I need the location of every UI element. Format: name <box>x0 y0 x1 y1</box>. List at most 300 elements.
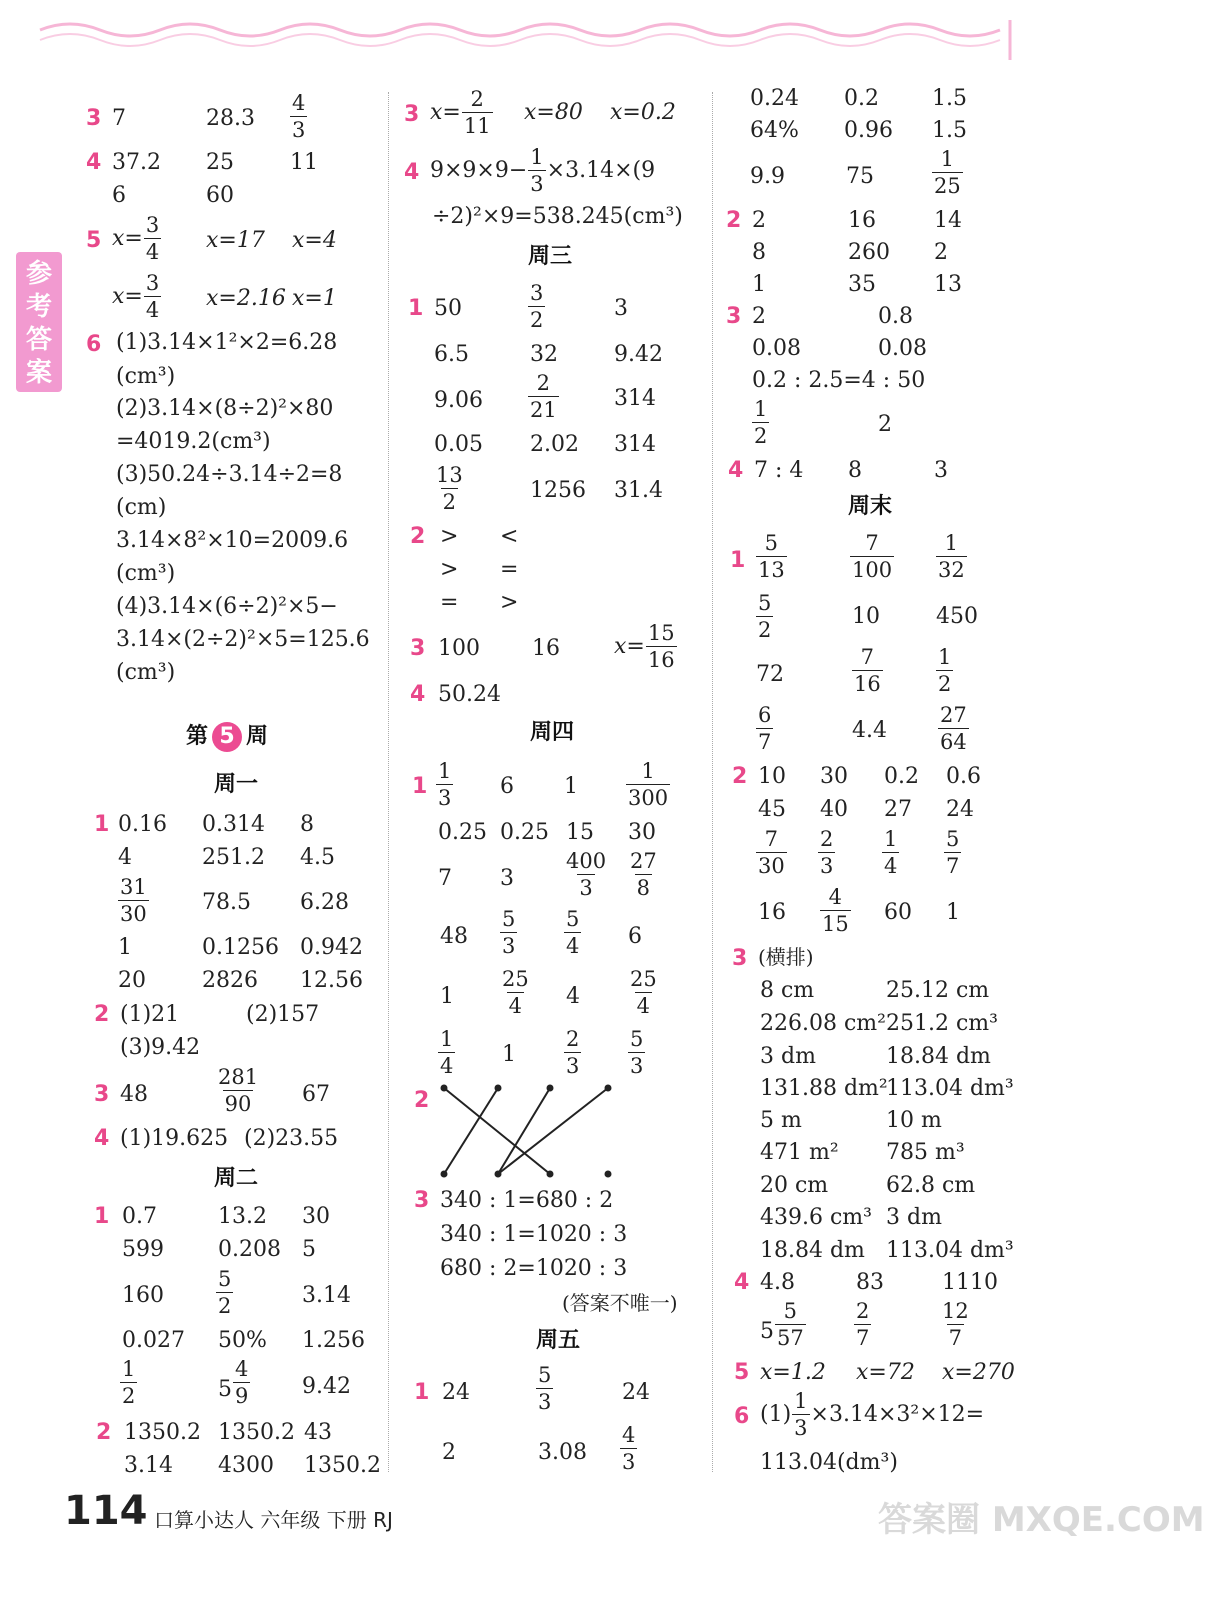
denominator: 9 <box>235 1384 249 1408</box>
answer: 27 <box>884 797 912 822</box>
fraction <box>564 848 608 901</box>
q-number: 1 <box>94 1204 110 1229</box>
fraction <box>756 590 773 643</box>
numerator: 281 <box>218 1065 259 1089</box>
answer: 7 <box>438 866 452 891</box>
q-number: 2 <box>726 208 742 233</box>
answer: (1) <box>760 1402 792 1427</box>
answer: 260 <box>848 240 890 265</box>
answer: 9×9×9− <box>430 158 528 183</box>
comparison: = <box>440 590 459 615</box>
denominator: 4 <box>636 994 651 1018</box>
answer: 113.04 dm³ <box>886 1238 1014 1263</box>
denominator: 4 <box>440 1054 454 1078</box>
fraction <box>564 1026 581 1079</box>
answer: 24 <box>946 797 974 822</box>
fraction <box>462 86 493 139</box>
mixed-number <box>218 1356 251 1409</box>
numerator: 5 <box>566 907 580 931</box>
fraction <box>854 1298 871 1351</box>
answer: 3 <box>934 458 948 483</box>
answer: 6.28 <box>300 890 349 915</box>
denominator: 4 <box>508 994 523 1018</box>
answer: 2.02 <box>530 432 579 457</box>
numerator: 1 <box>754 397 768 421</box>
comparison: > <box>440 557 459 582</box>
q-number: 3 <box>410 636 426 661</box>
fraction <box>528 370 559 423</box>
denominator: 7 <box>758 730 772 754</box>
q-number: 4 <box>734 1270 750 1295</box>
numerator: 1 <box>794 1389 808 1413</box>
week-prefix: 第 <box>186 724 209 749</box>
section-heading-weekend: 周末 <box>848 494 893 519</box>
q-number: 1 <box>730 548 746 573</box>
answer: 32 <box>530 342 558 367</box>
answer: 67 <box>302 1082 330 1107</box>
equation <box>614 620 678 673</box>
answer: 1.5 <box>932 86 967 111</box>
note: (横排) <box>758 945 814 969</box>
numerator: 7 <box>865 531 879 555</box>
answer: 0.2 <box>844 86 879 111</box>
numerator: 2 <box>536 371 551 395</box>
answer: 3.14 <box>302 1283 351 1308</box>
q-number: 2 <box>96 1420 112 1445</box>
fraction <box>216 1266 233 1319</box>
answer: 9.06 <box>434 388 483 413</box>
denominator: 3 <box>292 118 306 142</box>
fraction <box>628 1026 645 1079</box>
answer: x= <box>614 634 645 659</box>
comparison: > <box>440 524 459 549</box>
fraction <box>882 826 899 879</box>
answer: 226.08 cm² <box>760 1011 886 1036</box>
answer: 1.5 <box>932 118 967 143</box>
denominator: 4 <box>145 240 160 264</box>
denominator: 2 <box>758 618 772 642</box>
denominator: 8 <box>636 876 651 900</box>
answer: 100 <box>438 636 480 661</box>
denominator: 30 <box>120 902 147 926</box>
answer: x=4 <box>292 228 337 253</box>
answer: 30 <box>302 1204 330 1229</box>
answer: 3 <box>614 296 628 321</box>
numerator: 1 <box>884 827 898 851</box>
answer: 1.256 <box>302 1328 365 1353</box>
answer: 0.25 <box>500 820 549 845</box>
answer: 1350.2 <box>124 1420 201 1445</box>
answer: 8 <box>752 240 766 265</box>
answer: 28.3 <box>206 106 255 131</box>
answer: 4 <box>118 845 132 870</box>
denominator: 3 <box>502 934 516 958</box>
numerator: 7 <box>860 645 875 669</box>
fraction <box>820 884 851 937</box>
answer: 3 dm <box>760 1044 816 1069</box>
answer: 1110 <box>942 1270 998 1295</box>
numerator: 12 <box>942 1299 969 1323</box>
numerator: 5 <box>783 1299 798 1323</box>
denominator: 15 <box>822 912 849 936</box>
fraction <box>752 396 769 449</box>
answer: 4.8 <box>760 1270 795 1295</box>
answer: 471 m² <box>760 1140 839 1165</box>
week-heading <box>186 722 268 752</box>
answer: 251.2 <box>202 845 265 870</box>
answer: 45 <box>758 797 786 822</box>
denominator: 90 <box>224 1092 252 1116</box>
fraction <box>434 462 465 515</box>
answer: 0.25 <box>438 820 487 845</box>
equation <box>760 1388 984 1441</box>
denominator: 3 <box>579 876 593 900</box>
answer: 5 <box>302 1237 316 1262</box>
tab-label: 参考答案 <box>25 259 52 388</box>
answer: 0.6 <box>946 764 981 789</box>
answer: 3 dm <box>886 1205 942 1230</box>
denominator: 300 <box>628 786 669 810</box>
q-number: 1 <box>412 774 428 799</box>
answer: 62.8 cm <box>886 1173 976 1198</box>
answer: 10 <box>758 764 786 789</box>
fraction <box>626 758 670 811</box>
mixed-number <box>760 1298 807 1351</box>
answer-line: (cm³) <box>116 561 176 586</box>
answer-line: (cm) <box>116 495 167 520</box>
numerator: 2 <box>470 87 484 111</box>
answer: 20 cm <box>760 1173 829 1198</box>
numerator: 6 <box>758 703 772 727</box>
denominator: 30 <box>758 854 785 878</box>
q-number: 4 <box>410 682 426 707</box>
q-number: 3 <box>404 102 420 127</box>
answer: 31.4 <box>614 478 663 503</box>
answer: 0.314 <box>202 812 265 837</box>
fraction <box>233 1356 250 1409</box>
numerator: 2 <box>856 1299 870 1323</box>
answer: 18.84 dm <box>886 1044 991 1069</box>
fraction <box>852 644 883 697</box>
answer: 251.2 cm³ <box>886 1011 998 1036</box>
answer: 0.1256 <box>202 935 279 960</box>
answer: 3.14 <box>124 1453 173 1478</box>
answer: 1256 <box>530 478 586 503</box>
q-number: 2 <box>410 524 426 549</box>
numerator: 27 <box>630 849 657 873</box>
fraction <box>118 874 149 927</box>
week-suffix: 周 <box>246 724 269 749</box>
q-number: 2 <box>94 1002 110 1027</box>
numerator: 15 <box>647 621 675 645</box>
answer: x=72 <box>856 1360 915 1385</box>
answer: x=1.2 <box>760 1360 826 1385</box>
denominator: 7 <box>948 1326 963 1350</box>
answer: 2 <box>752 304 766 329</box>
answer: (2)157 <box>246 1002 320 1027</box>
answer: 1350.2 <box>218 1420 295 1445</box>
numerator: 3 <box>530 281 544 305</box>
answer: 60 <box>884 900 912 925</box>
answer: 1 <box>502 1042 516 1067</box>
answer: 2 <box>442 1440 456 1465</box>
denominator: 57 <box>777 1326 804 1350</box>
numerator: 5 <box>946 827 960 851</box>
q-number: 2 <box>732 764 748 789</box>
fraction <box>528 280 545 333</box>
q-number: 3 <box>726 304 742 329</box>
week-number-badge: 5 <box>212 722 242 752</box>
numerator: 1 <box>938 645 952 669</box>
numerator: 1 <box>438 759 452 783</box>
fraction <box>620 1422 637 1475</box>
answer: 11 <box>290 150 318 175</box>
answer-line: 340 : 1=1020 : 3 <box>440 1222 628 1247</box>
answer-line: 3.14×8²×10=2009.6 <box>116 528 349 553</box>
answer: 0.2 <box>884 764 919 789</box>
answer: x=2.16 <box>206 286 286 311</box>
answer: 8 <box>848 458 862 483</box>
q-number: 1 <box>94 812 110 837</box>
answer: ×3.14×3²×12= <box>810 1402 985 1427</box>
fraction <box>818 826 835 879</box>
fraction <box>940 1298 971 1351</box>
denominator: 2 <box>754 424 768 448</box>
answer-line: =4019.2(cm³) <box>116 429 271 454</box>
answer: 16 <box>532 636 560 661</box>
answer: 10 m <box>886 1108 942 1133</box>
equation <box>112 270 162 323</box>
answer: 599 <box>122 1237 164 1262</box>
answer: 9.42 <box>614 342 663 367</box>
numerator: 25 <box>502 967 529 991</box>
whole: 5 <box>218 1377 232 1402</box>
answer: 0.24 <box>750 86 799 111</box>
answer-line: 340 : 1=680 : 2 <box>440 1188 614 1213</box>
answer: 2 <box>878 412 892 437</box>
answer: 40 <box>820 797 848 822</box>
numerator: 1 <box>641 759 655 783</box>
denominator: 100 <box>852 558 893 582</box>
numerator: 3 <box>145 213 160 237</box>
answer: 160 <box>122 1283 164 1308</box>
answer: x=0.2 <box>610 100 676 125</box>
denominator: 3 <box>438 786 452 810</box>
numerator: 4 <box>622 1423 636 1447</box>
comparison: > <box>500 590 519 615</box>
answer: 13 <box>934 272 962 297</box>
answer: 15 <box>566 820 594 845</box>
numerator: 3 <box>145 271 160 295</box>
answer: 50 <box>434 296 462 321</box>
denominator: 16 <box>647 648 675 672</box>
denominator: 3 <box>820 854 834 878</box>
answer: 16 <box>758 900 786 925</box>
answer: 0.08 <box>878 336 927 361</box>
answer: 75 <box>846 164 874 189</box>
whole: 5 <box>760 1319 774 1344</box>
denominator: 32 <box>938 558 965 582</box>
fraction <box>936 644 953 697</box>
q-number: 2 <box>414 1088 430 1113</box>
answer: 25 <box>206 150 234 175</box>
column-divider <box>712 92 713 1472</box>
q-number: 6 <box>86 332 102 357</box>
denominator: 2 <box>218 1294 232 1318</box>
denominator: 64 <box>940 730 967 754</box>
fraction <box>775 1298 806 1351</box>
answer-line: ÷2)²×9=538.245(cm³) <box>432 204 683 229</box>
equation <box>112 212 162 265</box>
fraction <box>536 1362 553 1415</box>
answer-line: (cm³) <box>116 660 176 685</box>
answer: x=1 <box>292 286 337 311</box>
answer: 60 <box>206 183 234 208</box>
denominator: 7 <box>946 854 960 878</box>
denominator: 4 <box>884 854 898 878</box>
answer: 0.2 : 2.5=4 : 50 <box>752 368 926 393</box>
equation <box>430 86 494 139</box>
fraction <box>646 620 677 673</box>
answer: x= <box>112 284 143 309</box>
answer: 20 <box>118 968 146 993</box>
answer-line: (1)3.14×1²×2=6.28 <box>116 330 338 355</box>
q-number: 3 <box>86 106 102 131</box>
fraction <box>756 826 787 879</box>
fraction <box>144 212 161 265</box>
denominator: 13 <box>758 558 785 582</box>
numerator: 1 <box>122 1357 136 1381</box>
denominator: 3 <box>566 1054 580 1078</box>
answer: x= <box>430 100 461 125</box>
denominator: 11 <box>463 114 491 138</box>
answer: 1 <box>564 774 578 799</box>
answer: 785 m³ <box>886 1140 965 1165</box>
numerator: 4 <box>828 885 843 909</box>
watermark: 答案圈 MXQE.COM <box>878 1500 1205 1540</box>
answer: 78.5 <box>202 890 251 915</box>
fraction <box>528 144 545 197</box>
q-number: 1 <box>408 296 424 321</box>
answer: 450 <box>936 604 978 629</box>
answer: 83 <box>856 1270 884 1295</box>
numerator: 5 <box>502 907 516 931</box>
section-heading-thu: 周四 <box>530 720 575 745</box>
answer: 0.96 <box>844 118 893 143</box>
denominator: 7 <box>856 1326 870 1350</box>
answer: x=80 <box>524 100 583 125</box>
numerator: 1 <box>940 147 955 171</box>
denominator: 3 <box>622 1450 636 1474</box>
q-number: 1 <box>414 1380 430 1405</box>
fraction <box>944 826 961 879</box>
numerator: 2 <box>566 1027 580 1051</box>
denominator: 3 <box>538 1390 552 1414</box>
q-number: 5 <box>86 228 102 253</box>
q-number: 3 <box>732 946 748 971</box>
reference-answer-tab <box>16 252 62 392</box>
answer: 0.027 <box>122 1328 185 1353</box>
q-number: 3 <box>94 1082 110 1107</box>
answer: 3.08 <box>538 1440 587 1465</box>
answer: 1 <box>752 272 766 297</box>
answer: 24 <box>622 1380 650 1405</box>
numerator: 5 <box>218 1267 232 1291</box>
numerator: 25 <box>630 967 657 991</box>
fraction <box>144 270 161 323</box>
fraction <box>436 758 453 811</box>
numerator: 7 <box>764 827 779 851</box>
denominator: 2 <box>122 1384 136 1408</box>
answer: 1350.2 <box>304 1453 381 1478</box>
fraction <box>792 1388 809 1441</box>
answer-line: (3)50.24÷3.14÷2=8 <box>116 462 343 487</box>
denominator: 2 <box>442 490 457 514</box>
answer: 50% <box>218 1328 267 1353</box>
numerator: 31 <box>120 875 147 899</box>
book-title: 口算小达人 六年级 下册 RJ <box>154 1508 393 1532</box>
answer: 314 <box>614 432 656 457</box>
answer: 1 <box>118 935 132 960</box>
answer: 314 <box>614 386 656 411</box>
answer-line: (cm³) <box>116 364 176 389</box>
numerator: 1 <box>530 145 544 169</box>
fraction <box>756 702 773 755</box>
answer: 24 <box>442 1380 470 1405</box>
answer: 8 <box>300 812 314 837</box>
q-number: 5 <box>734 1360 750 1385</box>
answer: 6.5 <box>434 342 469 367</box>
numerator: 4 <box>235 1357 249 1381</box>
section-heading-tue: 周二 <box>214 1166 259 1191</box>
answer: 6 <box>628 924 642 949</box>
fraction <box>938 702 969 755</box>
q-number: 4 <box>86 150 102 175</box>
answer: 43 <box>304 1420 332 1445</box>
matching-lines <box>430 1080 630 1180</box>
answer: (1)21 <box>120 1002 180 1027</box>
answer: 0.05 <box>434 432 483 457</box>
answer: x= <box>112 226 143 251</box>
answer: (3)9.42 <box>120 1035 201 1060</box>
answer: 1 <box>946 900 960 925</box>
numerator: 5 <box>764 531 779 555</box>
answer: 48 <box>440 924 468 949</box>
answer: 8 cm <box>760 978 815 1003</box>
numerator: 2 <box>820 827 834 851</box>
answer: 2 <box>934 240 948 265</box>
fraction <box>936 530 967 583</box>
denominator: 2 <box>530 308 544 332</box>
answer-line: 113.04(dm³) <box>760 1450 898 1475</box>
numerator: 5 <box>630 1027 644 1051</box>
answer: 5 m <box>760 1108 802 1133</box>
answer: x=17 <box>206 228 265 253</box>
fraction <box>290 90 307 143</box>
answer: 14 <box>934 208 962 233</box>
denominator: 3 <box>530 172 544 196</box>
numerator: 400 <box>566 849 607 873</box>
answer: 4 <box>566 984 580 1009</box>
denominator: 25 <box>934 174 961 198</box>
answer: 72 <box>756 662 784 687</box>
answer: 0.8 <box>878 304 913 329</box>
note: (答案不唯一) <box>562 1291 678 1315</box>
fraction <box>756 530 787 583</box>
answer-line: (2)3.14×(8÷2)²×80 <box>116 396 334 421</box>
answer: 37.2 <box>112 150 161 175</box>
fraction <box>500 966 531 1019</box>
